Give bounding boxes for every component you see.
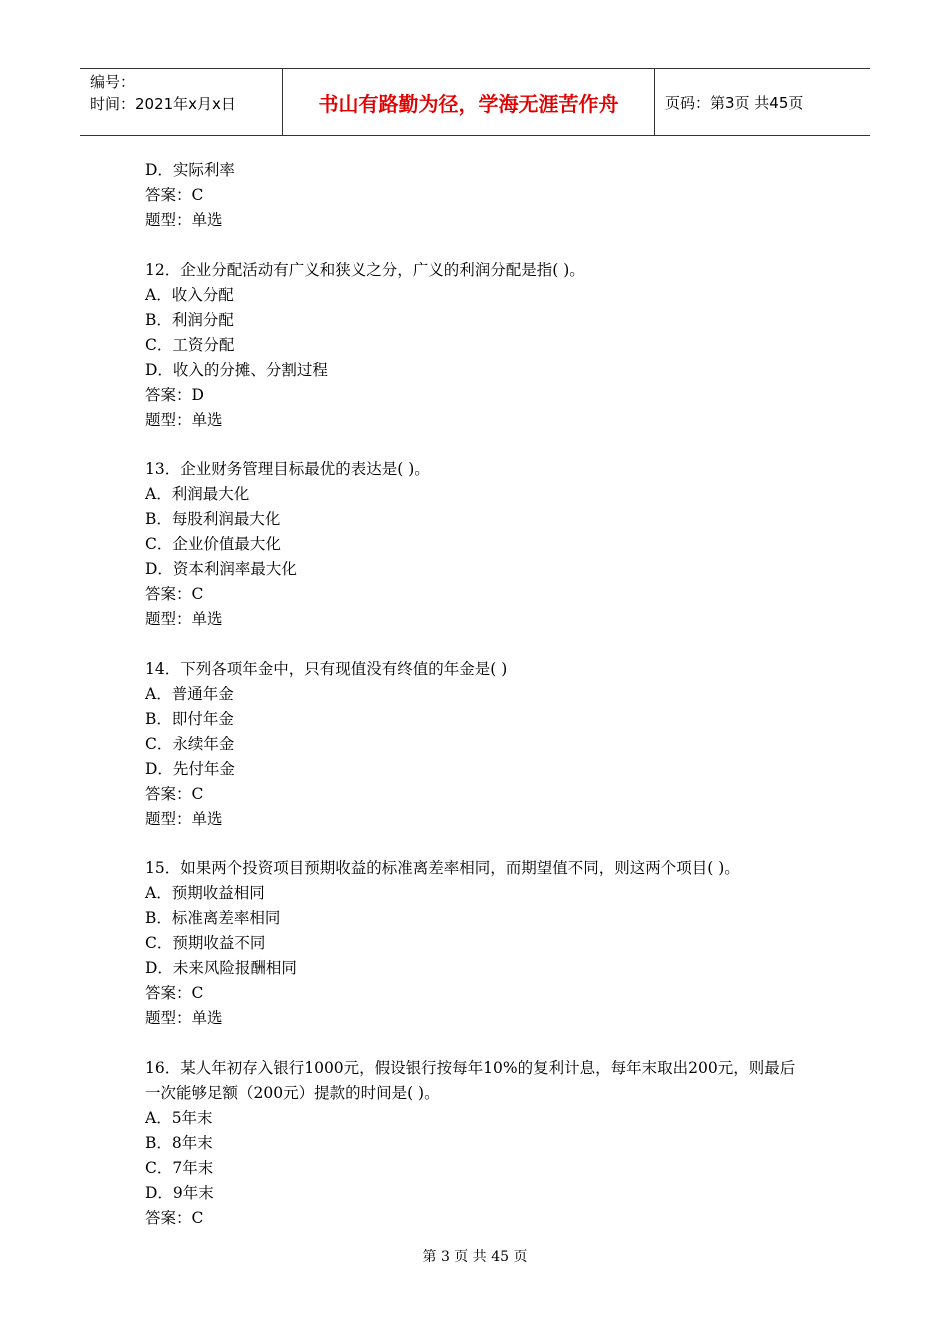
- option-line: B．即付年金: [145, 709, 234, 728]
- question-block: [145, 457, 825, 632]
- option-line: D．未来风险报酬相同: [145, 959, 297, 977]
- question-block: [145, 258, 825, 433]
- type-line: 题型：单选: [145, 1009, 223, 1027]
- option-line: D．9年末: [145, 1183, 214, 1202]
- type-line: 题型：单选: [145, 610, 223, 628]
- option-line: A．收入分配: [145, 285, 234, 304]
- option-line: C．永续年金: [145, 734, 235, 753]
- option-line: D．先付年金: [145, 759, 235, 778]
- option-line: D．收入的分摊、分割过程: [145, 360, 328, 379]
- option-line: C．工资分配: [145, 335, 235, 354]
- option-line: A．利润最大化: [145, 485, 250, 503]
- doc-number: 编号：: [90, 73, 136, 91]
- question-stem: 14．下列各项年金中，只有现值没有终值的年金是( ): [145, 659, 508, 678]
- page-footer: 第 3 页 共 45 页: [422, 1249, 528, 1265]
- option-line: C．企业价值最大化: [145, 535, 281, 553]
- option-line: D．实际利率: [145, 161, 235, 179]
- option-line: B．每股利润最大化: [145, 510, 281, 528]
- option-line: A．普通年金: [145, 684, 234, 703]
- header-motto: 书山有路勤为径，学海无涯苦作舟: [282, 69, 655, 135]
- type-line: 题型：单选: [145, 410, 223, 429]
- option-line: B．8年末: [145, 1133, 213, 1152]
- question-stem: 12．企业分配活动有广义和狭义之分，广义的利润分配是指( )。: [145, 260, 585, 279]
- option-line: A．预期收益相同: [145, 884, 265, 902]
- question-stem: 15．如果两个投资项目预期收益的标准离差率相同，而期望值不同，则这两个项目( )。: [145, 859, 740, 877]
- option-line: B．利润分配: [145, 310, 234, 329]
- question-block: [145, 158, 825, 233]
- option-line: C．7年末: [145, 1158, 214, 1177]
- option-line: C．预期收益不同: [145, 934, 266, 952]
- option-line: A．5年末: [145, 1108, 213, 1127]
- answer-line: 答案：C: [145, 784, 204, 803]
- page-header: [80, 68, 870, 136]
- answer-line: 答案：C: [145, 186, 204, 204]
- header-meta: [80, 69, 282, 135]
- question-stem: 16．某人年初存入银行1000元，假设银行按每年10%的复利计息，每年末取出200元，则最后一次能够足额（200元）提款的时间是( )。: [145, 1058, 796, 1102]
- question-block: [145, 1056, 825, 1231]
- question-block: [145, 657, 825, 832]
- answer-line: 答案：C: [145, 984, 204, 1002]
- document-body: [145, 158, 825, 1255]
- question-stem: 13．企业财务管理目标最优的表达是( )。: [145, 460, 430, 478]
- answer-line: 答案：D: [145, 385, 204, 404]
- header-page-info: 页码：第3页 共45页: [665, 93, 804, 112]
- type-line: 题型：单选: [145, 809, 223, 828]
- question-block: [145, 856, 825, 1031]
- option-line: D．资本利润率最大化: [145, 560, 297, 578]
- answer-line: 答案：C: [145, 1208, 204, 1227]
- option-line: B．标准离差率相同: [145, 909, 281, 927]
- answer-line: 答案：C: [145, 585, 204, 603]
- doc-date: 时间：2021年x月x日: [90, 95, 236, 113]
- type-line: 题型：单选: [145, 211, 223, 229]
